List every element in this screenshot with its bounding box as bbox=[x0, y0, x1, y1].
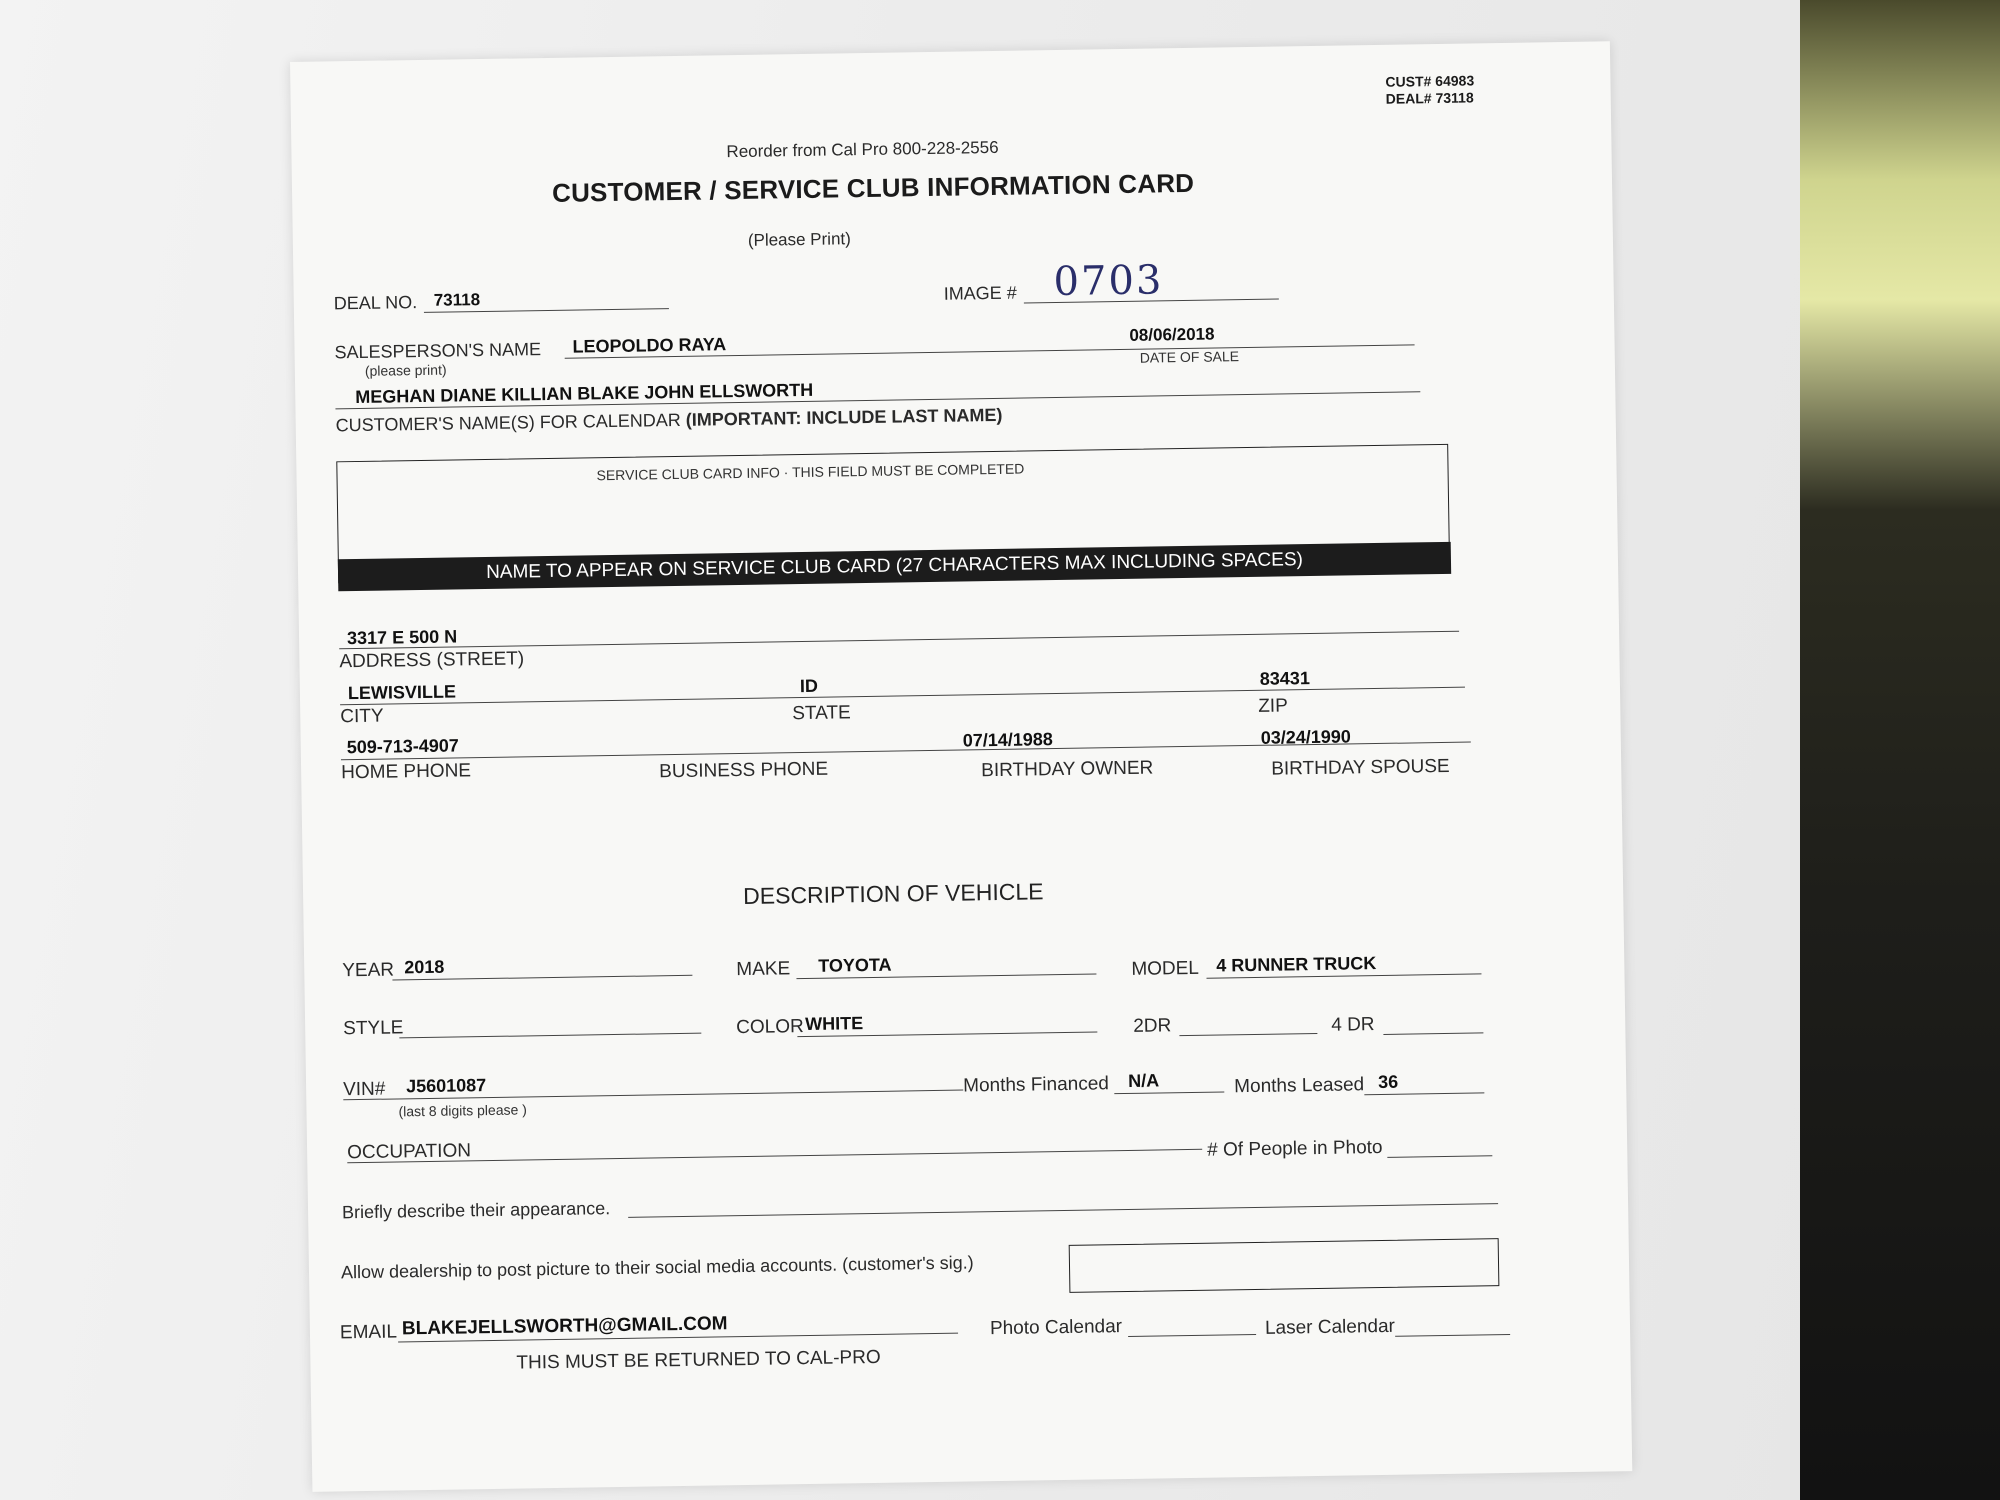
occupation-label: OCCUPATION bbox=[346, 1140, 472, 1164]
service-club-box-title: SERVICE CLUB CARD INFO · THIS FIELD MUST BE COMPLETED bbox=[596, 460, 1025, 484]
return-notice: THIS MUST BE RETURNED TO CAL-PRO bbox=[516, 1346, 881, 1374]
home-phone-value: 509-713-4907 bbox=[346, 735, 460, 758]
salesperson-value: LEOPOLDO RAYA bbox=[572, 334, 727, 357]
home-phone-label: HOME PHONE bbox=[341, 760, 472, 784]
four-door-label: 4 DR bbox=[1331, 1014, 1375, 1036]
state-label: STATE bbox=[792, 702, 851, 725]
months-financed-label: Months Financed bbox=[963, 1073, 1110, 1097]
four-door-line bbox=[1383, 1032, 1483, 1035]
vin-value: J5601087 bbox=[405, 1075, 487, 1097]
appearance-line bbox=[628, 1203, 1498, 1218]
style-label: STYLE bbox=[343, 1017, 404, 1040]
deal-number-header: DEAL# 73118 bbox=[1385, 89, 1474, 107]
cust-number: CUST# 64983 bbox=[1385, 72, 1475, 90]
year-label: YEAR bbox=[342, 959, 395, 982]
email-value: BLAKEJELLSWORTH@GMAIL.COM bbox=[401, 1313, 728, 1340]
photo-calendar-line bbox=[1128, 1334, 1256, 1337]
months-leased-value: 36 bbox=[1377, 1071, 1399, 1093]
vin-label: VIN# bbox=[342, 1078, 386, 1101]
model-label: MODEL bbox=[1131, 957, 1200, 980]
form-title: CUSTOMER / SERVICE CLUB INFORMATION CARD bbox=[551, 167, 1195, 208]
city-label: CITY bbox=[340, 705, 384, 728]
social-media-consent-label: Allow dealership to post picture to their social media accounts. (customer's sig.) bbox=[340, 1252, 974, 1283]
model-value: 4 RUNNER TRUCK bbox=[1216, 953, 1377, 976]
months-leased-line bbox=[1364, 1092, 1484, 1095]
birthday-spouse-value: 03/24/1990 bbox=[1260, 726, 1351, 748]
birthday-owner-label: BIRTHDAY OWNER bbox=[981, 757, 1154, 782]
birthday-owner-value: 07/14/1988 bbox=[962, 729, 1053, 751]
please-print-small: (please print) bbox=[364, 361, 447, 379]
customer-names-label-important: (IMPORTANT: INCLUDE LAST NAME) bbox=[685, 404, 1003, 430]
street-line bbox=[339, 631, 1459, 650]
birthday-spouse-label: BIRTHDAY SPOUSE bbox=[1271, 755, 1450, 780]
reorder-note: Reorder from Cal Pro 800-228-2556 bbox=[726, 137, 999, 162]
occupation-line bbox=[347, 1149, 1202, 1163]
street-label: ADDRESS (STREET) bbox=[339, 648, 525, 673]
people-in-photo-label: # Of People in Photo bbox=[1207, 1136, 1383, 1161]
two-door-line bbox=[1179, 1033, 1317, 1036]
vin-note: (last 8 digits please ) bbox=[398, 1101, 528, 1120]
make-label: MAKE bbox=[736, 958, 791, 981]
customer-names-label bbox=[336, 406, 1003, 434]
customer-names-label-text: CUSTOMER'S NAME(S) FOR CALENDAR bbox=[335, 409, 681, 436]
make-value: TOYOTA bbox=[818, 954, 892, 976]
date-of-sale-value: 08/06/2018 bbox=[1129, 324, 1215, 345]
photo-calendar-label: Photo Calendar bbox=[989, 1316, 1123, 1340]
image-number-label: IMAGE # bbox=[943, 282, 1017, 304]
months-financed-line bbox=[1114, 1091, 1224, 1094]
salesperson-label: SALESPERSON'S NAME bbox=[334, 339, 542, 363]
year-value: 2018 bbox=[404, 956, 445, 978]
zip-label: ZIP bbox=[1258, 695, 1288, 717]
city-value: LEWISVILLE bbox=[347, 681, 457, 704]
people-in-photo-line bbox=[1387, 1155, 1492, 1158]
city-state-zip-line bbox=[340, 687, 1465, 706]
customer-names-value: MEGHAN DIANE KILLIAN BLAKE JOHN ELLSWORTH bbox=[355, 379, 814, 408]
style-line bbox=[399, 1033, 701, 1039]
laser-calendar-line bbox=[1395, 1334, 1510, 1337]
color-label: COLOR bbox=[736, 1016, 804, 1039]
months-leased-label: Months Leased bbox=[1234, 1074, 1365, 1098]
zip-value: 83431 bbox=[1259, 668, 1311, 689]
color-value: WHITE bbox=[805, 1013, 864, 1035]
date-of-sale-label: DATE OF SALE bbox=[1139, 348, 1240, 366]
email-label: EMAIL bbox=[339, 1321, 398, 1344]
deal-no-label: DEAL NO. bbox=[333, 292, 418, 314]
months-financed-value: N/A bbox=[1127, 1070, 1160, 1091]
laser-calendar-label: Laser Calendar bbox=[1264, 1315, 1396, 1339]
business-phone-label: BUSINESS PHONE bbox=[659, 758, 829, 783]
state-value: ID bbox=[799, 675, 819, 697]
vehicle-heading: DESCRIPTION OF VEHICLE bbox=[742, 878, 1044, 909]
appearance-label: Briefly describe their appearance. bbox=[341, 1198, 611, 1223]
info-card-form bbox=[290, 41, 1632, 1492]
deal-no-value: 73118 bbox=[433, 290, 481, 310]
service-club-name-bar: NAME TO APPEAR ON SERVICE CLUB CARD (27 CHARACTERS MAX INCLUDING SPACES) bbox=[338, 542, 1451, 591]
image-number-handwritten: 0703 bbox=[1053, 257, 1164, 306]
social-media-signature-box[interactable] bbox=[1069, 1238, 1500, 1293]
street-value: 3317 E 500 N bbox=[346, 626, 458, 649]
please-print-note: (Please Print) bbox=[747, 229, 851, 250]
background-surface bbox=[1800, 0, 2000, 1500]
two-door-label: 2DR bbox=[1133, 1015, 1172, 1037]
